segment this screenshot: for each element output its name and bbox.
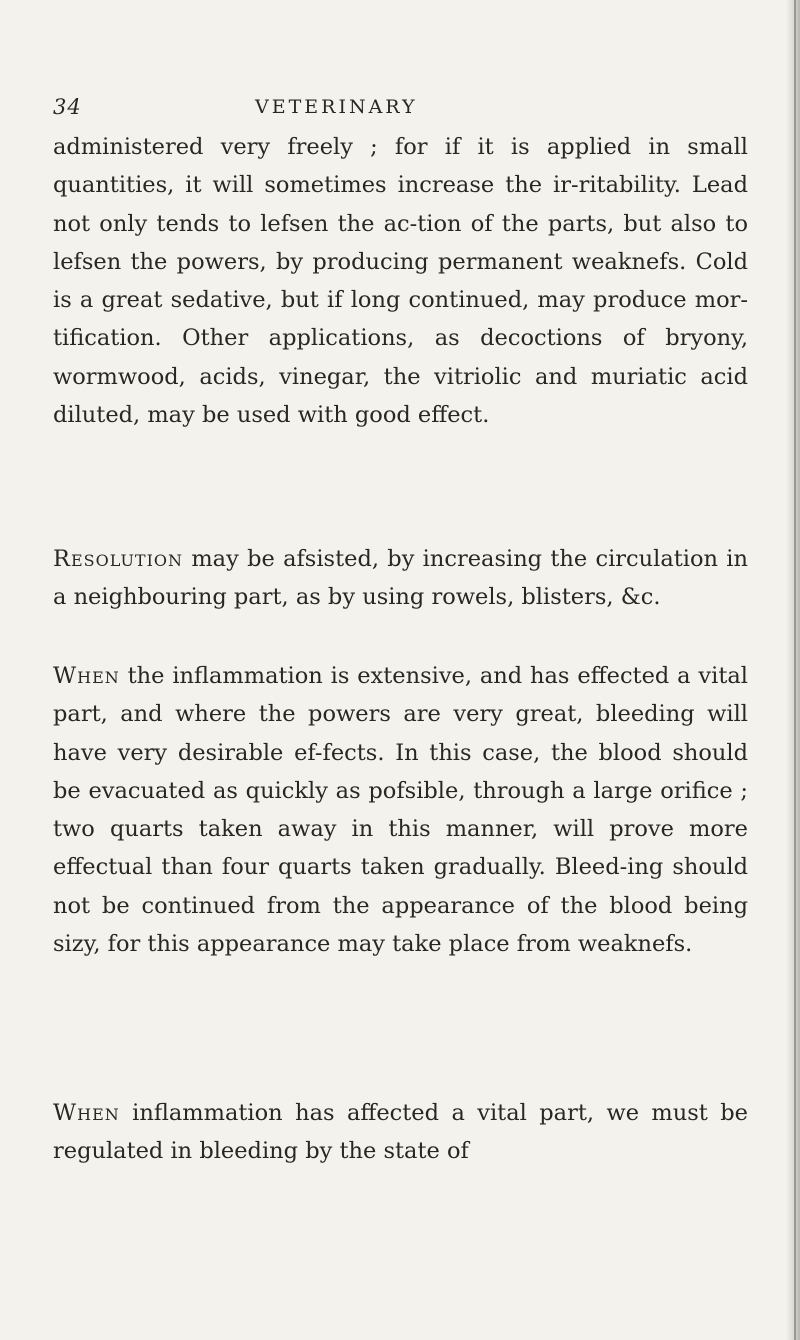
paragraph-3 bbox=[53, 657, 748, 963]
paragraph-3-text: the inflammation is extensive, and has effected a vital part, and where the powers are very great, bleeding will have very desirable ef-fects. In this case, the blood should be evacuated as quickly as pofsible, through a large orifice ; two quarts taken away in this manner, will prove more effectual than four quarts taken gradually. Bleed-ing should not be continued from the appearance of the blood being sizy, for this appearance may take place from weaknefs. bbox=[53, 663, 748, 958]
paragraph-3-lead: When bbox=[53, 663, 120, 689]
paragraph-2-text: may be afsisted, by increasing the circulation in a neighbouring part, as by using rowels, blisters, &c. bbox=[53, 546, 748, 611]
paragraph-1-text: administered very freely ; for if it is applied in small quantities, it will sometimes increase the ir-ritability. Lead not only tends to lefsen the ac-tion of the parts, but also to lefsen the powers, by producing permanent weaknefs. Cold is a great sedative, but if long continued, may produce mor-tification. Other applications, as decoctions of bryony, wormwood, acids, vinegar, the vitriolic and muriatic acid diluted, may be used with good effect. bbox=[53, 134, 748, 429]
running-title: VETERINARY bbox=[255, 96, 418, 118]
page-edge-line bbox=[794, 0, 796, 1340]
page-edge-shadow bbox=[786, 0, 800, 1340]
running-head bbox=[0, 95, 800, 125]
paragraph-2 bbox=[53, 540, 748, 617]
paragraph-4-text: inflammation has affected a vital part, we must be regulated in bleeding by the state of bbox=[53, 1100, 748, 1165]
page-number: 34 bbox=[53, 95, 82, 119]
paragraph-4-lead: When bbox=[53, 1100, 120, 1126]
paragraph-4 bbox=[53, 1094, 748, 1171]
paragraph-1 bbox=[53, 128, 748, 434]
paragraph-2-lead: Resolution bbox=[53, 546, 184, 572]
